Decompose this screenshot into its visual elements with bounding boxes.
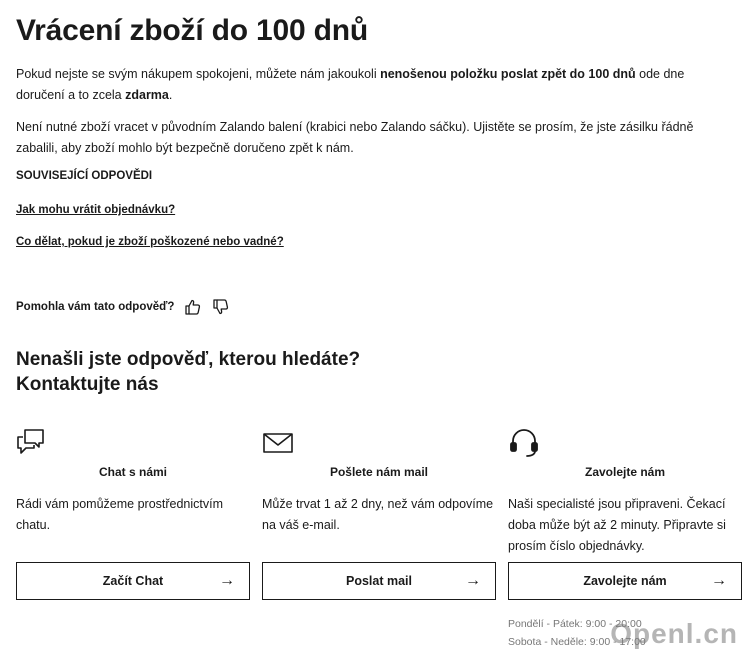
hours-weekdays: Pondělí - Pátek: 9:00 - 20:00: [508, 618, 642, 630]
intro-text-bold-1: nenošenou položku poslat zpět do 100 dnů: [380, 67, 636, 81]
start-chat-button[interactable]: [16, 562, 250, 600]
chat-description: Rádi vám pomůžeme prostřednictvím chatu.: [16, 497, 224, 532]
chat-icon: [16, 428, 250, 456]
arrow-right-icon: →: [711, 572, 727, 589]
send-mail-button[interactable]: [262, 562, 496, 600]
contact-mail-column: [262, 428, 496, 589]
contact-heading: [16, 347, 360, 397]
intro-text-bold-2: zdarma: [125, 88, 169, 102]
arrow-right-icon: →: [219, 572, 235, 589]
intro-text-c: ode dne doručení a to zcela: [16, 67, 685, 102]
intro-paragraph: [16, 64, 728, 106]
thumbs-down-icon[interactable]: [212, 298, 230, 316]
feedback-question: Pomohla vám tato odpověď?: [16, 301, 175, 313]
headset-icon: [508, 428, 742, 456]
related-answers-title: SOUVISEJÍCÍ ODPOVĚDI: [16, 170, 153, 182]
watermark: Openl.cn: [610, 618, 738, 649]
phone-title: Zavolejte nám: [584, 465, 666, 479]
contact-heading-line2: Kontaktujte nás: [16, 374, 159, 395]
related-link-damaged-item[interactable]: Co dělat, pokud je zboží poškozené nebo vadné?: [16, 236, 284, 248]
mail-icon: [262, 428, 496, 456]
mail-description: Může trvat 1 až 2 dny, než vám odpovíme na váš e-mail.: [262, 497, 494, 532]
send-mail-label: Poslat mail: [346, 574, 412, 588]
chat-title: Chat s námi: [98, 465, 167, 479]
packaging-paragraph: Není nutné zboží vracet v původním Zalando balení (krabici nebo Zalando sáčku). Ujistěte se prosím, že jste zásilku řádně zabalili, aby zboží mohlo být bezpečně doručeno zpět k nám.: [16, 120, 694, 155]
call-us-label: Zavolejte nám: [583, 574, 667, 588]
related-link-return-order[interactable]: Jak mohu vrátit objednávku?: [16, 204, 176, 216]
feedback-row: [16, 298, 230, 316]
contact-chat-column: [16, 428, 250, 589]
contact-heading-line1: Nenašli jste odpověď, kterou hledáte?: [16, 349, 361, 370]
arrow-right-icon: →: [465, 572, 481, 589]
phone-description: Naši specialisté jsou připraveni. Čekací doba může být až 2 minuty. Připravte si prosím číslo objednávky.: [508, 497, 726, 553]
mail-title: Pošlete nám mail: [329, 465, 429, 479]
start-chat-label: Začít Chat: [102, 574, 164, 588]
hours-weekend: Sobota - Neděle: 9:00 - 17:00: [508, 636, 646, 648]
intro-text-a: Pokud nejste se svým nákupem spokojeni, můžete nám jakoukoli: [16, 67, 381, 81]
intro-text-e: .: [168, 88, 173, 102]
page-title: Vrácení zboží do 100 dnů: [16, 14, 368, 47]
call-us-button[interactable]: [508, 562, 742, 600]
thumbs-up-icon[interactable]: [184, 298, 202, 316]
